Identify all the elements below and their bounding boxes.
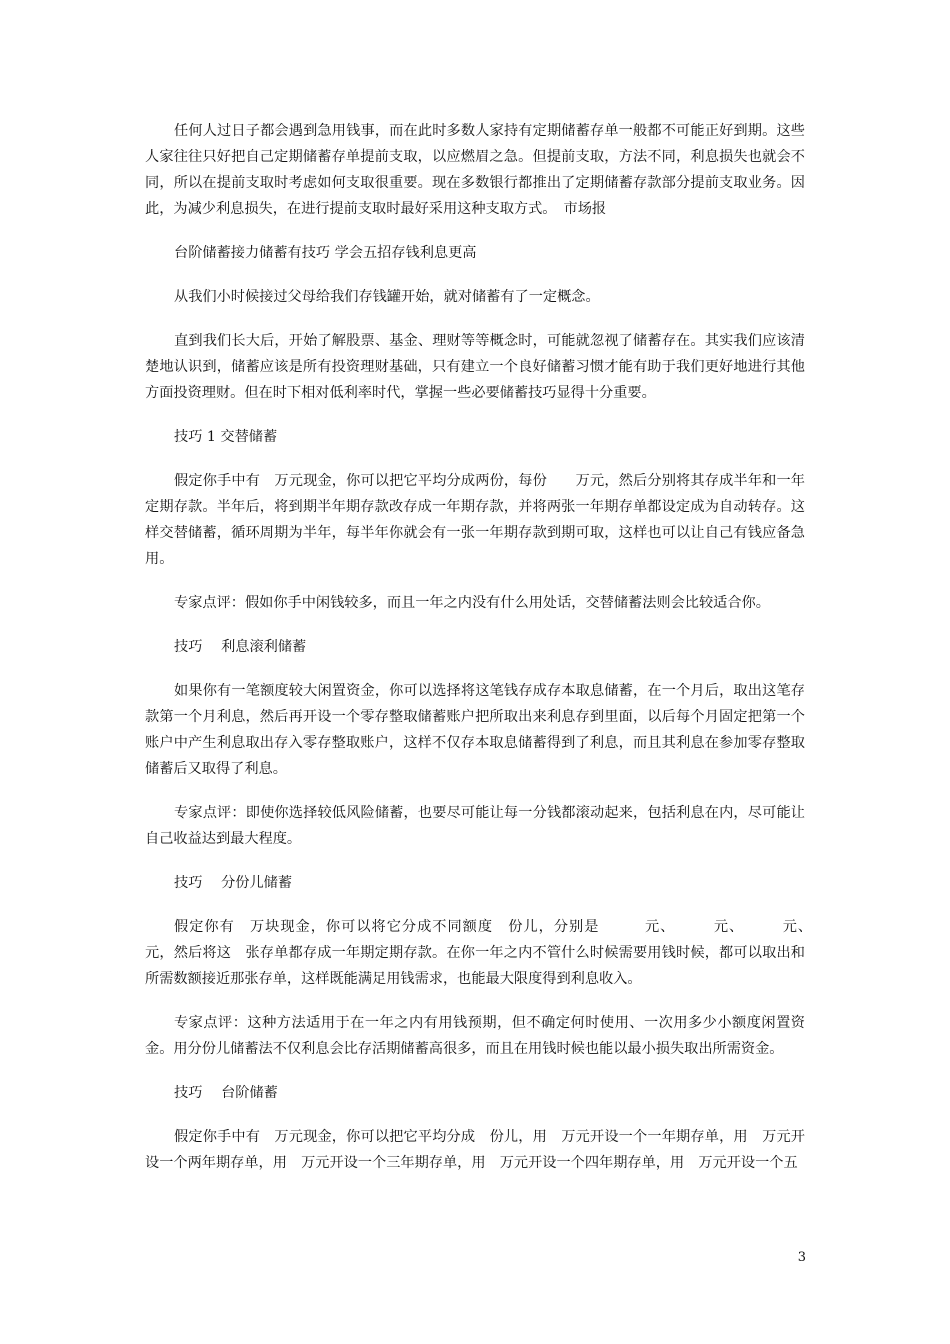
tip-4-heading: 技巧 台阶储蓄: [174, 1085, 278, 1101]
tip-3-expert-comment: 专家点评：这种方法适用于在一年之内有用钱预期，但不确定何时使用、一次用多少小额度闲置资金。用分份儿储蓄法不仅利息会比存活期储蓄高很多，而且在用钱时候也能以最小损失取出所需资金。: [145, 1015, 805, 1057]
tip-3-heading: 技巧 分份儿储蓄: [174, 875, 293, 891]
tip-4-body: 假定你手中有 万元现金，你可以把它平均分成 份儿，用 万元开设一个一年期存单，用 万元开设一个两年期存单，用 万元开设一个三年期存单，用 万元开设一个四年期存单，用 万元开设一个五: [145, 1129, 805, 1171]
document-page: [145, 118, 848, 1194]
paragraph-intro: 从我们小时候接过父母给我们存钱罐开始，就对储蓄有了一定概念。: [174, 289, 600, 305]
tip-2-expert-comment: 专家点评：即使你选择较低风险储蓄，也要尽可能让每一分钱都滚动起来，包括利息在内，尽可能让自己收益达到最大程度。: [145, 805, 805, 847]
page-number: 3: [797, 1250, 806, 1265]
tip-2-body: 如果你有一笔额度较大闲置资金，你可以选择将这笔钱存成存本取息储蓄，在一个月后，取出这笔存款第一个月利息，然后再开设一个零存整取储蓄账户把所取出来利息存到里面，以后每个月固定把第一个账户中产生利息取出存入零存整取账户，这样不仅存本取息储蓄得到了利息，而且其利息在参加零存整取储蓄后又取得了利息。: [145, 683, 805, 777]
tip-2-heading: 技巧 利息滚利储蓄: [174, 639, 307, 655]
paragraph-background: 直到我们长大后，开始了解股票、基金、理财等等概念时，可能就忽视了储蓄存在。其实我们应该清楚地认识到，储蓄应该是所有投资理财基础，只有建立一个良好储蓄习惯才能有助于我们更好地进行其他方面投资理财。但在时下相对低利率时代，掌握一些必要储蓄技巧显得十分重要。: [145, 333, 805, 401]
tip-1-expert-comment: 专家点评：假如你手中闲钱较多，而且一年之内没有什么用处话，交替储蓄法则会比较适合你。: [174, 595, 770, 611]
tip-1-body: 假定你手中有 万元现金，你可以把它平均分成两份，每份 万元，然后分别将其存成半年和一年定期存款。半年后，将到期半年期存款改存成一年期存款，并将两张一年期存单都设定成为自动转存。这样交替储蓄，循环周期为半年，每半年你就会有一张一年期存款到期可取，这样也可以让自己有钱应备急用。: [145, 473, 805, 567]
paragraph-early-withdrawal: 任何人过日子都会遇到急用钱事，而在此时多数人家持有定期储蓄存单一般都不可能正好到期。这些人家往往只好把自己定期储蓄存单提前支取，以应燃眉之急。但提前支取，方法不同，利息损失也就会不同，所以在提前支取时考虑如何支取很重要。现在多数银行都推出了定期储蓄存款部分提前支取业务。因此，为减少利息损失，在进行提前支取时最好采用这种支取方式。 市场报: [145, 123, 805, 217]
tip-1-heading: 技巧 1 交替储蓄: [174, 429, 278, 445]
section-title: 台阶储蓄接力储蓄有技巧 学会五招存钱利息更高: [174, 245, 477, 261]
tip-3-body: 假定你有 万块现金，你可以将它分成不同额度 份儿，分别是 元、 元、 元、 元，然后将这 张存单都存成一年期定期存款。在你一年之内不管什么时候需要用钱时候，都可以取出和所需数额接近那张存单，这样既能满足用钱需求，也能最大限度得到利息收入。: [145, 919, 848, 987]
